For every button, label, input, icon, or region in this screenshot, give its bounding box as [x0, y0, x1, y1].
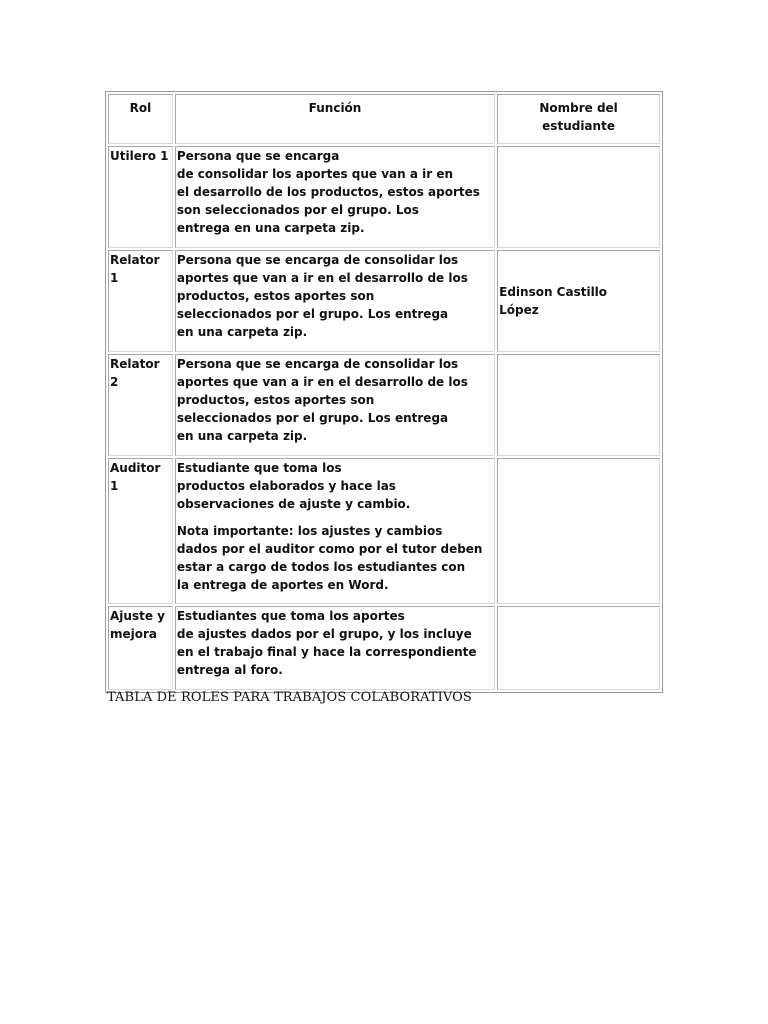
- rol-cell: Ajuste y mejora: [108, 606, 173, 690]
- funcion-cell: [175, 354, 495, 456]
- header-nombre: Nombre del estudiante: [497, 94, 660, 144]
- nombre-cell: Edinson Castillo López: [497, 250, 660, 352]
- funcion-cell: [175, 250, 495, 352]
- table-row: [108, 250, 660, 352]
- funcion-cell: [175, 606, 495, 690]
- roles-table: [105, 91, 663, 693]
- nombre-cell: [497, 458, 660, 604]
- nombre-cell: [497, 146, 660, 248]
- funcion-cell: [175, 146, 495, 248]
- nota-importante-text: Nota importante: los ajustes y cambios dados por el auditor como por el tutor deben estar a cargo de todos los estudiantes con la entrega de aportes en Word.: [176, 524, 483, 592]
- rol-cell: Relator 2: [108, 354, 173, 456]
- funcion-text: Persona que se encarga de consolidar los aportes que van a ir en el desarrollo de los productos, estos aportes son seleccionados por el grupo. Los entrega en una carpeta zip.: [176, 357, 468, 443]
- table-header-row: [108, 94, 660, 144]
- rol-cell: Relator 1: [108, 250, 173, 352]
- table-row: [108, 458, 660, 604]
- nombre-cell: [497, 606, 660, 690]
- rol-cell: Utilero 1: [108, 146, 173, 248]
- funcion-text: Estudiantes que toma los aportes de ajustes dados por el grupo, y los incluye en el trabajo final y hace la correspondiente entrega al foro.: [176, 609, 477, 677]
- funcion-text: Persona que se encarga de consolidar los aportes que van a ir en el desarrollo de los productos, estos aportes son seleccionados por el grupo. Los entrega en una carpeta zip.: [176, 253, 468, 339]
- table-row: [108, 354, 660, 456]
- table-caption: TABLA DE ROLES PARA TRABAJOS COLABORATIVOS: [107, 690, 472, 705]
- funcion-text: Estudiante que toma los productos elaborados y hace las observaciones de ajuste y cambio.: [176, 461, 411, 511]
- nombre-cell: [497, 354, 660, 456]
- funcion-text: Persona que se encarga de consolidar los aportes que van a ir en el desarrollo de los productos, estos aportes son seleccionados por el grupo. Los entrega en una carpeta zip.: [176, 149, 480, 235]
- rol-cell: Auditor 1: [108, 458, 173, 604]
- table-row: [108, 606, 660, 690]
- header-funcion: Función: [175, 94, 495, 144]
- header-rol: Rol: [108, 94, 173, 144]
- table-row: [108, 146, 660, 248]
- funcion-cell: [175, 458, 495, 604]
